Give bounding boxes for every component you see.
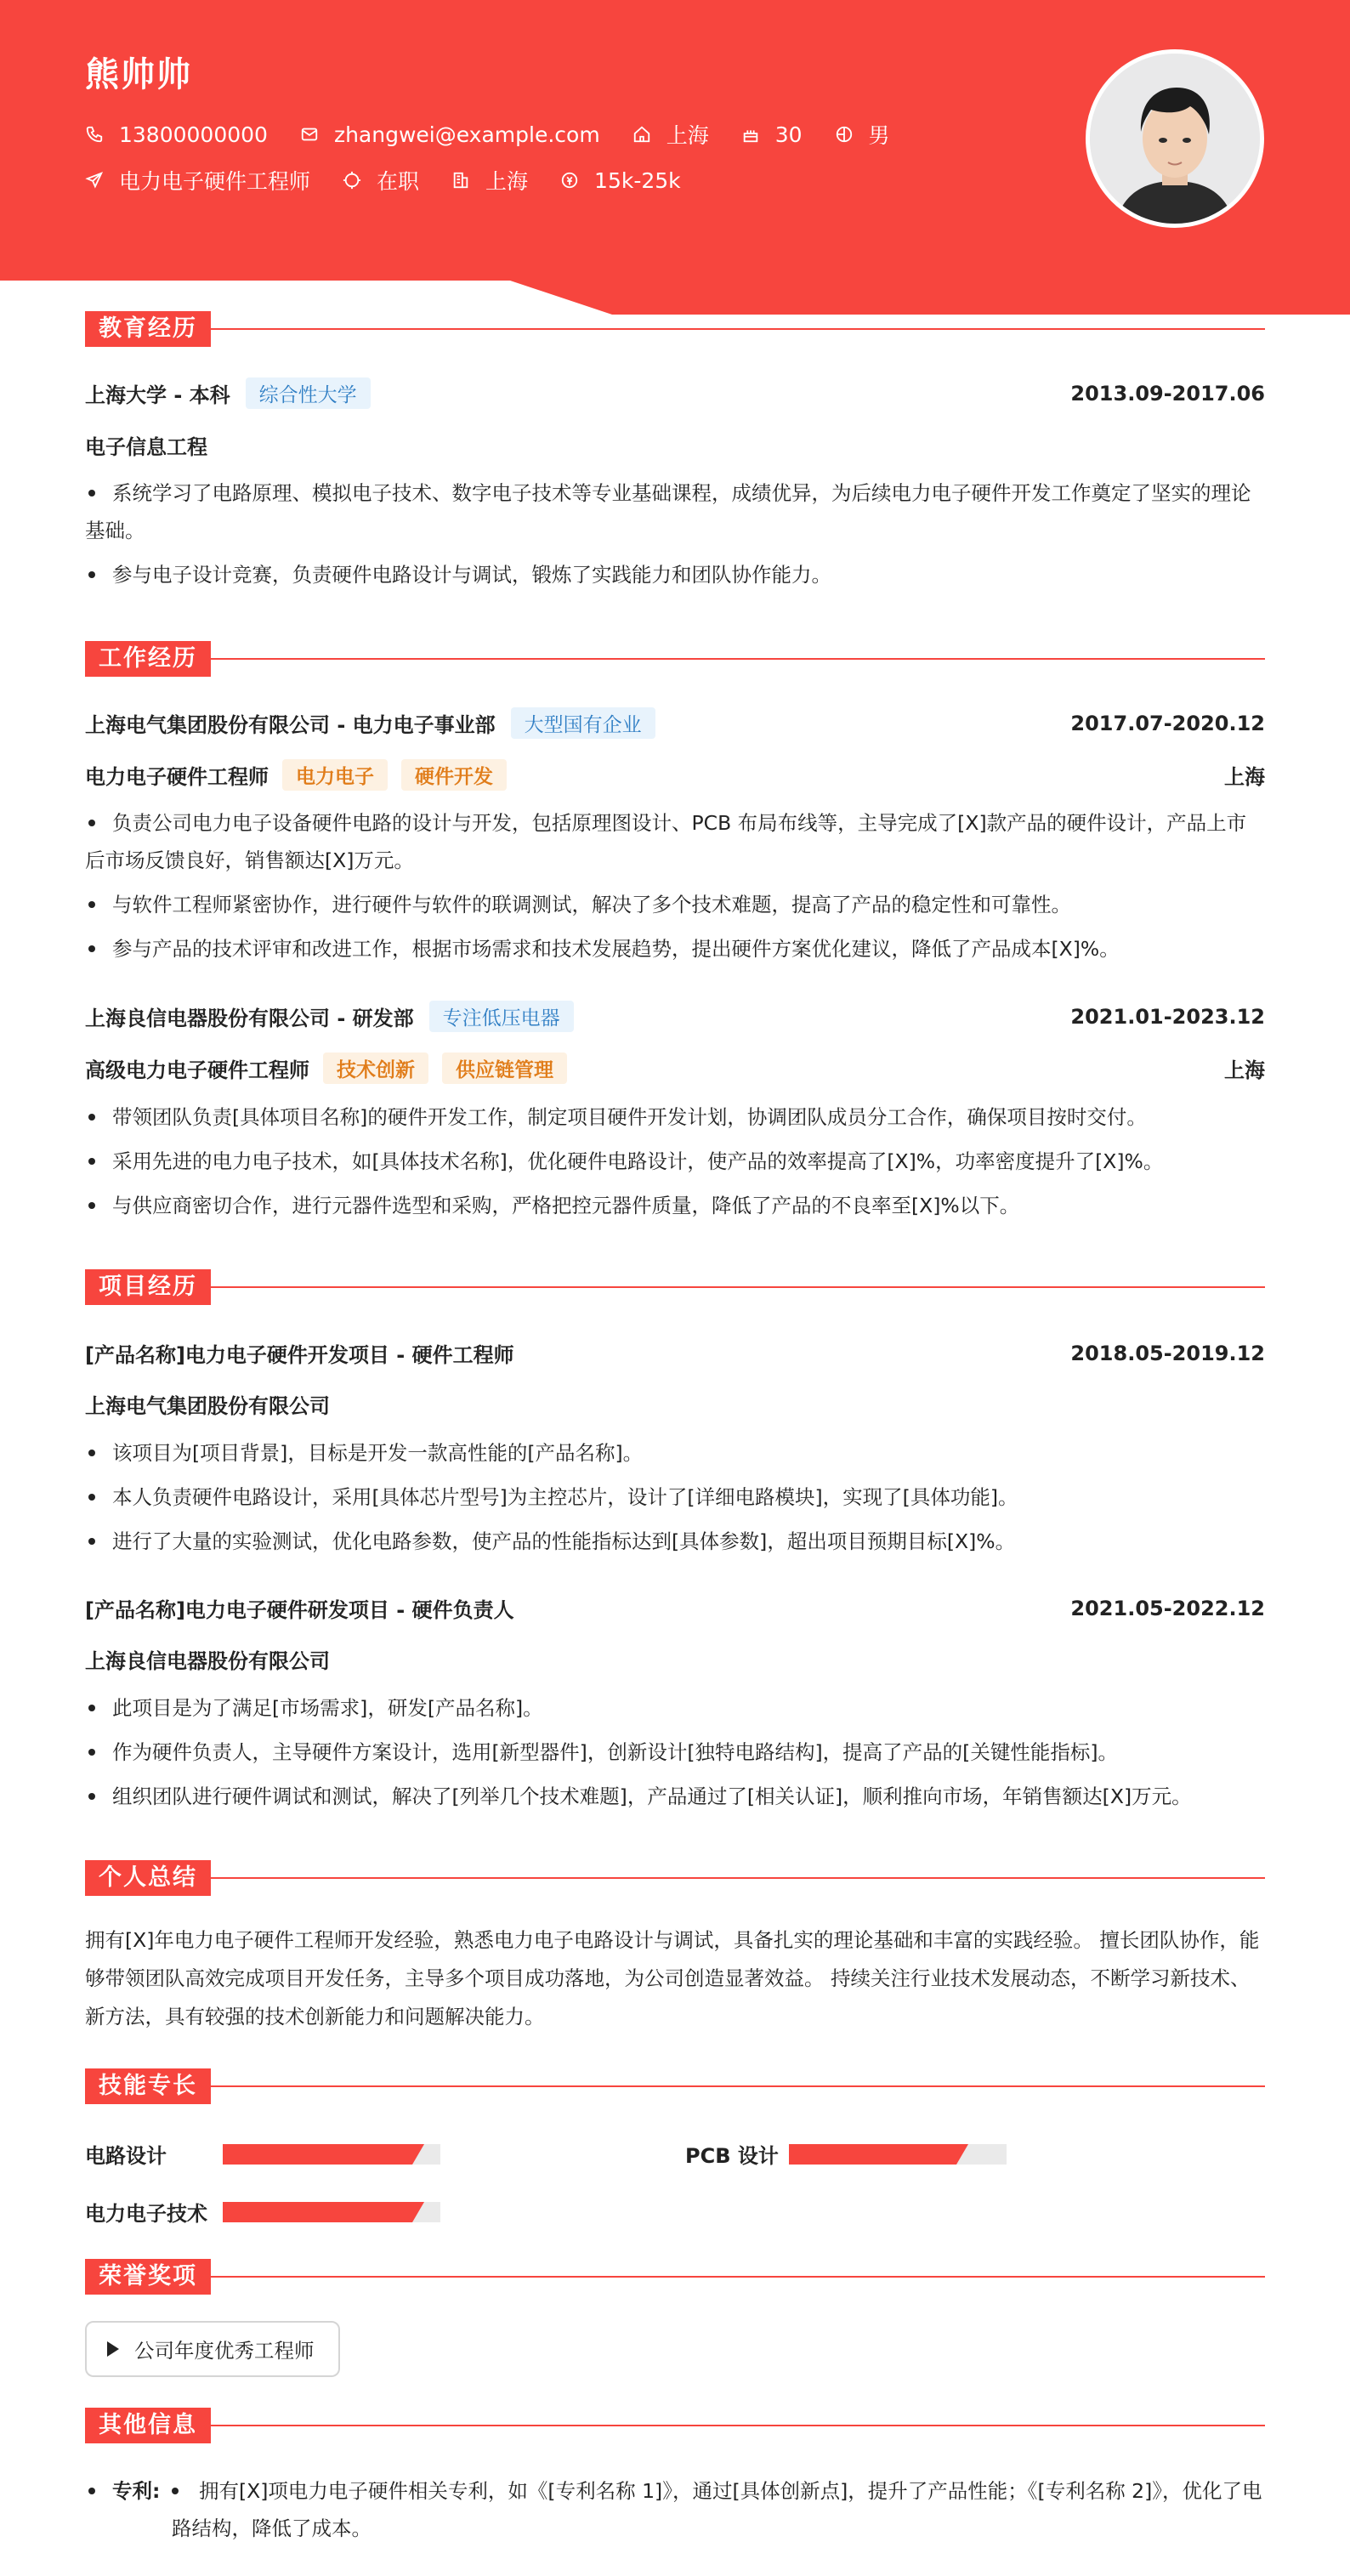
skill-bar-fill	[223, 2144, 412, 2165]
role-tag: 供应链管理	[442, 1053, 567, 1084]
list-item: 该项目为[项目背景]，目标是开发一款高性能的[产品名称]。	[85, 1434, 1265, 1472]
work-bullets	[85, 804, 1265, 974]
skill-name: 电路设计	[85, 2144, 167, 2168]
section-label: 个人总结	[85, 1860, 211, 1896]
work-role-row	[85, 759, 1265, 791]
status-text: 在职	[377, 169, 420, 194]
school-name: 上海大学 - 本科	[85, 383, 230, 407]
work-header	[85, 1001, 1265, 1032]
section-other	[85, 2408, 1265, 2443]
list-item: 进行了大量的实验测试，优化电路参数，使产品的性能指标达到[具体参数]，超出项目预期目标[X]%。	[85, 1523, 1265, 1560]
phone-icon	[85, 125, 104, 144]
skill-item	[85, 2197, 440, 2227]
list-item: 系统学习了电路原理、模拟电子技术、数字电子技术等专业基础课程，成绩优异，为后续电力电子硬件开发工作奠定了坚实的理论基础。	[85, 474, 1265, 549]
section-label: 荣誉奖项	[85, 2259, 211, 2295]
section-education	[85, 311, 1265, 347]
work-bullets	[85, 1098, 1265, 1231]
section-skills	[85, 2068, 1265, 2104]
work-period: 2017.07-2020.12	[1070, 711, 1265, 735]
major-row	[85, 430, 1265, 460]
contact-row	[85, 119, 922, 150]
honor-item	[85, 2321, 340, 2377]
section-project	[85, 1269, 1265, 1305]
section-divider	[211, 2085, 1265, 2087]
section-honors	[85, 2259, 1265, 2295]
age-text: 30	[774, 122, 803, 147]
section-work	[85, 641, 1265, 677]
other-key: 专利:	[112, 2479, 161, 2503]
list-item: 参与电子设计竞赛，负责硬件电路设计与调试，锻炼了实践能力和团队协作能力。	[85, 556, 1265, 593]
money-icon	[560, 171, 579, 190]
section-divider	[211, 2276, 1265, 2278]
project-period: 2018.05-2019.12	[1070, 1341, 1265, 1365]
list-item: 组织团队进行硬件调试和测试，解决了[列举几个技术难题]，产品通过了[相关认证]，顺利推向市场，年销售额达[X]万元。	[85, 1778, 1265, 1815]
skill-name: 电力电子技术	[85, 2202, 207, 2226]
job-row	[85, 165, 713, 196]
salary-text: 15k-25k	[594, 167, 681, 193]
cake-icon	[741, 125, 760, 144]
list-item: 采用先进的电力电子技术，如[具体技术名称]，优化硬件电路设计，使产品的效率提高了[X]%，功率密度提升了[X]%。	[85, 1143, 1265, 1180]
list-item: 参与产品的技术评审和改进工作，根据市场需求和技术发展趋势，提出硬件方案优化建议，降低了产品成本[X]%。	[85, 930, 1265, 967]
skill-item	[85, 2139, 440, 2169]
project-company-row	[85, 1389, 1265, 1419]
skill-bar	[789, 2144, 1007, 2165]
role-tag: 技术创新	[323, 1053, 428, 1084]
skill-bar-fill	[223, 2202, 412, 2222]
section-label: 工作经历	[85, 641, 211, 677]
send-icon	[85, 171, 104, 190]
city-item	[632, 119, 709, 150]
education-header	[85, 377, 1265, 409]
role-name: 高级电力电子硬件工程师	[85, 1058, 309, 1082]
project-title: [产品名称]电力电子硬件开发项目 - 硬件工程师	[85, 1343, 514, 1367]
status-icon	[343, 171, 361, 190]
project-period: 2021.05-2022.12	[1070, 1596, 1265, 1620]
skill-bar	[223, 2202, 440, 2222]
work-city: 上海	[1224, 765, 1265, 789]
education-period: 2013.09-2017.06	[1070, 381, 1265, 406]
skill-bar-fill	[789, 2144, 956, 2165]
skill-name: PCB 设计	[685, 2144, 779, 2168]
section-label: 技能专长	[85, 2068, 211, 2104]
project-header	[85, 1593, 1265, 1623]
skill-item	[685, 2139, 1007, 2169]
project-bullets	[85, 1689, 1265, 1822]
major: 电子信息工程	[85, 435, 207, 459]
project-company: 上海电气集团股份有限公司	[85, 1394, 330, 1418]
other-value	[172, 2472, 1265, 2547]
role-tag: 硬件开发	[401, 759, 507, 791]
role-tag: 电力电子	[282, 759, 388, 791]
other-info	[85, 2472, 1265, 2540]
list-item: 负责公司电力电子设备硬件电路的设计与开发，包括原理图设计、PCB 布局布线等，主导完成了[X]款产品的硬件设计，产品上市后市场反馈良好，销售额达[X]万元。	[85, 804, 1265, 879]
list-item: 此项目是为了满足[市场需求]，研发[产品名称]。	[85, 1689, 1265, 1727]
bullet-dot	[172, 2488, 179, 2494]
education-bullets	[85, 474, 1265, 600]
list-item: 与软件工程师紧密协作，进行硬件与软件的联调测试，解决了多个技术难题，提高了产品的稳定性和可靠性。	[85, 886, 1265, 923]
salary-item	[560, 168, 681, 193]
work-role-row	[85, 1053, 1265, 1084]
summary-text: 拥有[X]年电力电子硬件工程师开发经验，熟悉电力电子电路设计与调试，具备扎实的理论基础和丰富的实践经验。 擅长团队协作，能够带领团队高效完成项目开发任务，主导多个项目成功落地，为公司创造显著效益。 持续关注行业技术发展动态，不断学习新技术、新方法，具有较强的技术创新能力和问题解决能力。	[85, 1928, 1260, 2028]
gender-icon	[835, 125, 854, 144]
section-divider	[211, 328, 1265, 330]
list-item: 与供应商密切合作，进行元器件选型和采购，严格把控元器件质量，降低了产品的不良率至[X]%以下。	[85, 1187, 1265, 1224]
work-city: 上海	[1224, 1058, 1265, 1082]
company-name: 上海良信电器股份有限公司 - 研发部	[85, 1007, 414, 1030]
list-item: 本人负责硬件电路设计，采用[具体芯片型号]为主控芯片，设计了[详细电路模块]，实现了[具体功能]。	[85, 1478, 1265, 1516]
job-item	[85, 165, 310, 196]
work-header	[85, 707, 1265, 739]
project-company-row	[85, 1644, 1265, 1674]
status-item	[343, 165, 419, 196]
work-period: 2021.01-2023.12	[1070, 1004, 1265, 1029]
company-tag: 大型国有企业	[511, 707, 655, 739]
building-icon	[451, 171, 470, 190]
age-item	[741, 122, 803, 147]
avatar	[1086, 49, 1264, 228]
school-tag: 综合性大学	[246, 377, 371, 409]
company-tag: 专注低压电器	[429, 1001, 574, 1032]
project-header	[85, 1338, 1265, 1368]
honor-text: 公司年度优秀工程师	[134, 2339, 315, 2363]
section-divider	[211, 2425, 1265, 2426]
section-divider	[211, 1877, 1265, 1879]
phone-item	[85, 122, 268, 147]
mail-icon	[300, 125, 319, 144]
section-label: 教育经历	[85, 311, 211, 347]
section-label: 项目经历	[85, 1269, 211, 1305]
skill-bar	[223, 2144, 440, 2165]
avatar-portrait-icon	[1090, 54, 1260, 224]
section-divider	[211, 1286, 1265, 1288]
section-label: 其他信息	[85, 2408, 211, 2443]
section-divider	[211, 658, 1265, 660]
section-summary	[85, 1860, 1265, 1896]
list-item: 带领团队负责[具体项目名称]的硬件开发工作，制定项目硬件开发计划，协调团队成员分工合作，确保项目按时交付。	[85, 1098, 1265, 1136]
candidate-name: 熊帅帅	[85, 55, 192, 94]
company-name: 上海电气集团股份有限公司 - 电力电子事业部	[85, 713, 496, 737]
list-item	[85, 2472, 1265, 2540]
gender-text: 男	[868, 123, 890, 148]
home-icon	[632, 125, 651, 144]
project-bullets	[85, 1434, 1265, 1567]
job-text: 电力电子硬件工程师	[119, 169, 311, 194]
list-item: 作为硬件负责人，主导硬件方案设计，选用[新型器件]，创新设计[独特电路结构]，提高了产品的[关键性能指标]。	[85, 1733, 1265, 1771]
email-text: zhangwei@example.com	[333, 122, 600, 147]
project-title: [产品名称]电力电子硬件研发项目 - 硬件负责人	[85, 1598, 514, 1622]
role-name: 电力电子硬件工程师	[85, 765, 269, 789]
play-icon	[107, 2341, 119, 2357]
other-text: 拥有[X]项电力电子硬件相关专利，如《[专利名称 1]》，通过[具体创新点]，提升了产品性能；《[专利名称 2]》，优化了电路结构，降低了成本。	[172, 2479, 1262, 2540]
gender-item	[835, 119, 890, 150]
project-company: 上海良信电器股份有限公司	[85, 1649, 330, 1673]
email-item	[300, 122, 600, 147]
phone-text: 13800000000	[119, 122, 268, 147]
work-city-text: 上海	[485, 169, 529, 194]
work-city-item	[451, 165, 528, 196]
city-text: 上海	[666, 123, 709, 148]
